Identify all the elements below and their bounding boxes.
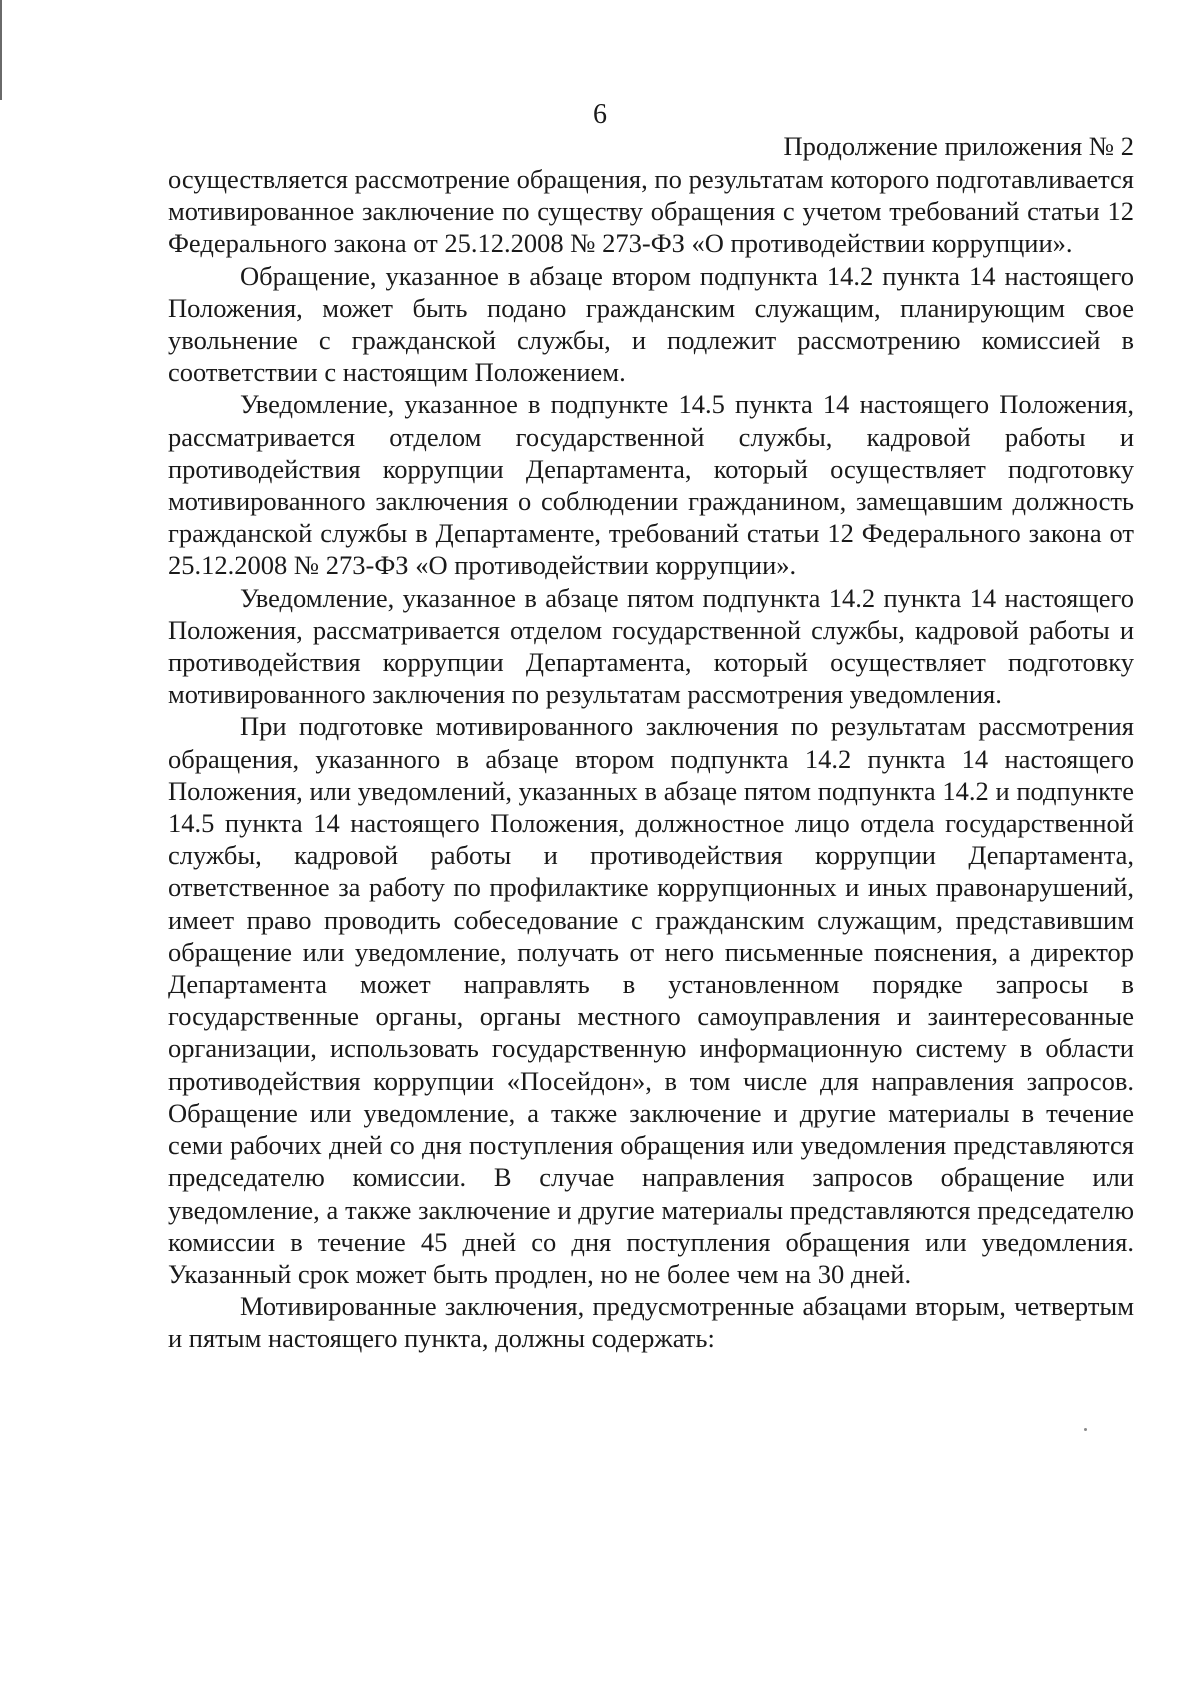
paragraph: Уведомление, указанное в абзаце пятом подпункта 14.2 пункта 14 настоящего Положения, рассматривается отделом государственной службы, кадровой работы и противодействия коррупции Департамента, который осуществляет подготовку мотивированного заключения по результатам рассмотрения уведомления. bbox=[168, 582, 1134, 710]
paragraph: Мотивированные заключения, предусмотренные абзацами вторым, четвертым и пятым настоящего пункта, должны содержать: bbox=[168, 1291, 1134, 1354]
paragraph: Обращение, указанное в абзаце втором подпункта 14.2 пункта 14 настоящего Положения, может быть подано гражданским служащим, планирующим свое увольнение с гражданской службы, и подлежит рассмотрению комиссией в соответствии с настоящим Положением. bbox=[168, 260, 1134, 388]
scan-speck bbox=[1084, 1428, 1087, 1431]
scan-edge-mark bbox=[0, 0, 2, 100]
paragraph: Уведомление, указанное в подпункте 14.5 пункта 14 настоящего Положения, рассматривается отделом государственной службы, кадровой работы и противодействия коррупции Департамента, который осуществляет подготовку мотивированного заключения о соблюдении гражданином, замещавшим должность гражданской службы в Департаменте, требований статьи 12 Федерального закона от 25.12.2008 № 273-ФЗ «О противодействии коррупции». bbox=[168, 389, 1134, 581]
appendix-continuation-note: Продолжение приложения № 2 bbox=[783, 131, 1134, 161]
paragraph-continuation: осуществляется рассмотрение обращения, по результатам которого подготавливается мотивированное заключение по существу обращения с учетом требований статьи 12 Федерального закона от 25.12.2008 № 273-ФЗ «О противодействии коррупции». bbox=[168, 164, 1134, 259]
document-body bbox=[168, 163, 1134, 1355]
paragraph: При подготовке мотивированного заключения по результатам рассмотрения обращения, указанного в абзаце втором подпункта 14.2 пункта 14 настоящего Положения, или уведомлений, указанных в абзаце пятом подпункта 14.2 и подпункте 14.5 пункта 14 настоящего Положения, должностное лицо отдела государственной службы, кадровой работы и противодействия коррупции Департамента, ответственное за работу по профилактике коррупционных и иных правонарушений, имеет право проводить собеседование с гражданским служащим, представившим обращение или уведомление, получать от него письменные пояснения, а директор Департамента может направлять в установленном порядке запросы в государственные органы, органы местного самоуправления и заинтересованные организации, использовать государственную информационную систему в области противодействия коррупции «Посейдон», в том числе для направления запросов. Обращение или уведомление, а также заключение и другие материалы в течение семи рабочих дней со дня поступления обращения или уведомления представляются председателю комиссии. В случае направления запросов обращение или уведомление, а также заключение и другие материалы представляются председателю комиссии в течение 45 дней со дня поступления обращения или уведомления. Указанный срок может быть продлен, но не более чем на 30 дней. bbox=[168, 711, 1134, 1289]
page-number: 6 bbox=[593, 99, 607, 130]
